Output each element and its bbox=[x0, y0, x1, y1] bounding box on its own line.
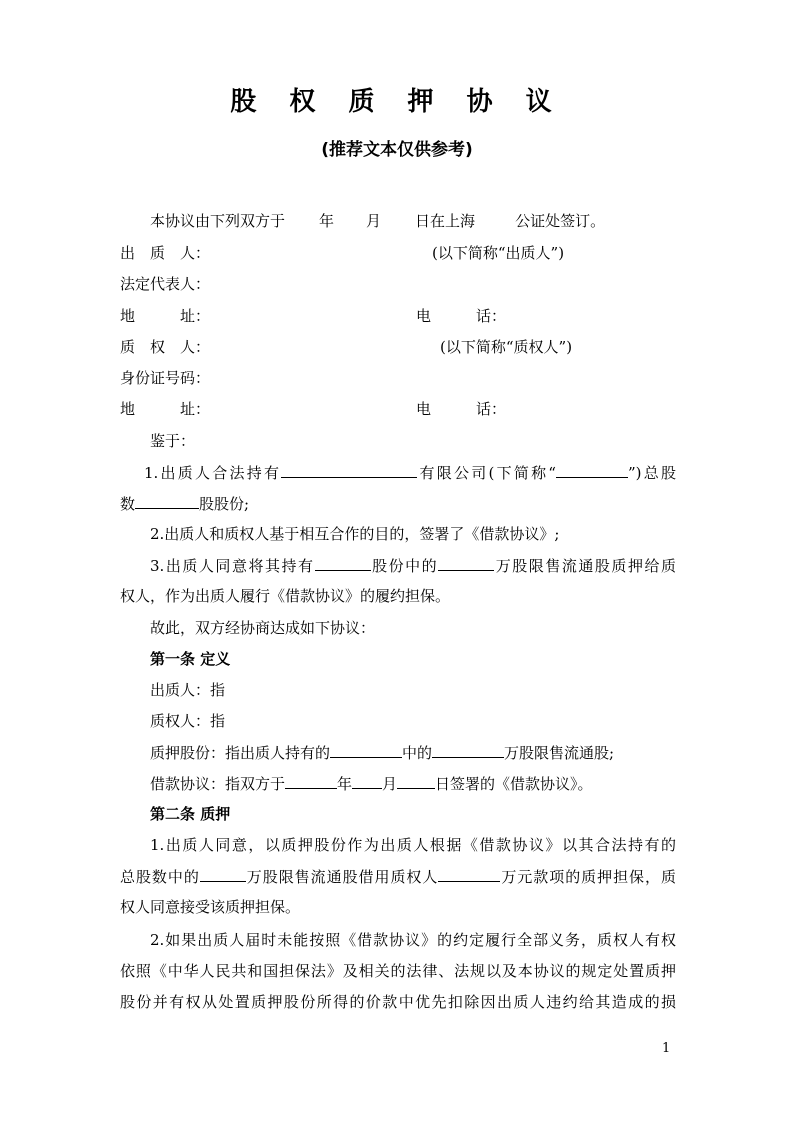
pledged-shares-blank bbox=[438, 553, 494, 571]
pledged-shares-text-a: 质押股份：指出质人持有的 bbox=[150, 744, 331, 762]
article-2-p1-text-c: 万元款项的质押担保，质 bbox=[500, 868, 676, 886]
pledgor-line bbox=[120, 241, 676, 265]
pledgee-note: (以下简称“质权人”) bbox=[440, 338, 573, 356]
pledgor-label: 出 质 人： bbox=[120, 244, 211, 262]
article-2-p2-line-1: 2.如果出质人届时未能按照《借款协议》的约定履行全部义务，质权人有权 bbox=[150, 931, 676, 949]
loan-amount-blank bbox=[438, 864, 500, 882]
total-shares-blank bbox=[135, 491, 199, 509]
whereas-conclusion: 故此，双方经协商达成如下协议： bbox=[150, 619, 376, 637]
loan-day-blank bbox=[397, 771, 435, 789]
document-title: 股 权 质 押 协 议 bbox=[230, 87, 564, 117]
intro-text-1: 本协议由下列双方于 bbox=[150, 212, 286, 230]
article-1-heading: 第一条 定义 bbox=[150, 650, 231, 668]
page-number: 1 bbox=[662, 1041, 671, 1056]
pledgee-line bbox=[120, 335, 676, 359]
intro-line bbox=[150, 209, 676, 233]
document-subtitle: (推荐文本仅供参考) bbox=[321, 140, 473, 160]
article-2-p2-line-3: 股份并有权从处置质押股份所得的价款中优先扣除因出质人违约给其造成的损 bbox=[120, 993, 676, 1011]
loan-agreement-definition bbox=[150, 771, 676, 795]
whereas-item-1-text-a: 1.出质人合法持有 bbox=[144, 464, 282, 482]
pledgor-address-line bbox=[120, 304, 676, 328]
pledgor-address-label: 地 址： bbox=[120, 307, 211, 325]
article-2-heading: 第二条 质押 bbox=[150, 805, 231, 823]
pledgor-rep-line bbox=[120, 272, 676, 296]
pledged-shares-text-b: 中的 bbox=[402, 744, 433, 762]
whereas-heading: 鉴于： bbox=[150, 432, 196, 450]
pledgee-id-line bbox=[120, 366, 676, 390]
whereas-item-1-line-1 bbox=[144, 460, 676, 484]
pledged-shares-text-c: 万股限售流通股; bbox=[504, 744, 615, 762]
pledgee-id-label: 身份证号码： bbox=[120, 369, 211, 387]
pledge-shares-blank bbox=[200, 864, 246, 882]
loan-month-blank bbox=[352, 771, 382, 789]
whereas-item-1-text-b: 有限公司(下简称“ bbox=[417, 464, 556, 482]
whereas-item-3-line-1 bbox=[150, 553, 676, 577]
pledgee-phone-label: 电 话： bbox=[416, 400, 507, 418]
pledgor-note: (以下简称“出质人”) bbox=[432, 244, 565, 262]
held-shares-blank bbox=[315, 553, 371, 571]
whereas-item-3-text-c: 万股限售流通股质押给质 bbox=[494, 557, 676, 575]
intro-month: 月 bbox=[366, 212, 382, 230]
pledgor-phone-label: 电 话： bbox=[416, 307, 507, 325]
pledged-shares-definition bbox=[150, 740, 676, 764]
article-2-p1-text-a: 总股数中的 bbox=[120, 868, 200, 886]
article-2-p2-line-2: 依照《中华人民共和国担保法》及相关的法律、法规以及本协议的规定处置质押 bbox=[120, 962, 676, 980]
intro-day-place: 日在上海 bbox=[415, 212, 476, 230]
company-blank bbox=[330, 740, 402, 758]
article-2-p1-text-b: 万股限售流通股借用质权人 bbox=[245, 868, 439, 886]
article-2-p1-line-1: 1.出质人同意，以质押股份作为出质人根据《借款协议》以其合法持有的 bbox=[150, 836, 676, 854]
company-name-blank bbox=[281, 460, 417, 478]
whereas-item-1-line-2 bbox=[120, 491, 676, 515]
company-short-name-blank bbox=[556, 460, 628, 478]
pledgee-address-line bbox=[120, 397, 676, 421]
whereas-item-1-text-d: 数 bbox=[120, 495, 136, 513]
article-2-p1-line-2 bbox=[120, 864, 676, 888]
whereas-item-3-line-2: 权人，作为出质人履行《借款协议》的履约担保。 bbox=[120, 587, 451, 605]
pledgee-label: 质 权 人： bbox=[120, 338, 211, 356]
intro-year: 年 bbox=[319, 212, 335, 230]
loan-text-month: 月 bbox=[382, 775, 398, 793]
intro-notary: 公证处签订。 bbox=[515, 212, 606, 230]
whereas-item-3-text-a: 3.出质人同意将其持有 bbox=[150, 557, 315, 575]
loan-text-d: 日签署的《借款协议》。 bbox=[435, 775, 593, 793]
article-2-p1-line-3: 权人同意接受该质押担保。 bbox=[120, 898, 301, 916]
whereas-item-3-text-b: 股份中的 bbox=[370, 557, 439, 575]
loan-text-year: 年 bbox=[337, 775, 353, 793]
whereas-item-1-text-e: 股股份; bbox=[199, 495, 250, 513]
pledgee-address-label: 地 址： bbox=[120, 400, 211, 418]
share-count-blank bbox=[432, 740, 504, 758]
loan-text-a: 借款协议：指双方于 bbox=[150, 775, 286, 793]
loan-year-blank bbox=[285, 771, 337, 789]
pledgor-definition: 出质人：指 bbox=[150, 681, 226, 699]
pledgor-rep-label: 法定代表人： bbox=[120, 275, 211, 293]
pledgee-definition: 质权人：指 bbox=[150, 712, 226, 730]
whereas-item-2: 2.出质人和质权人基于相互合作的目的，签署了《借款协议》; bbox=[150, 525, 560, 543]
whereas-item-1-text-c: ”)总股 bbox=[627, 464, 676, 482]
